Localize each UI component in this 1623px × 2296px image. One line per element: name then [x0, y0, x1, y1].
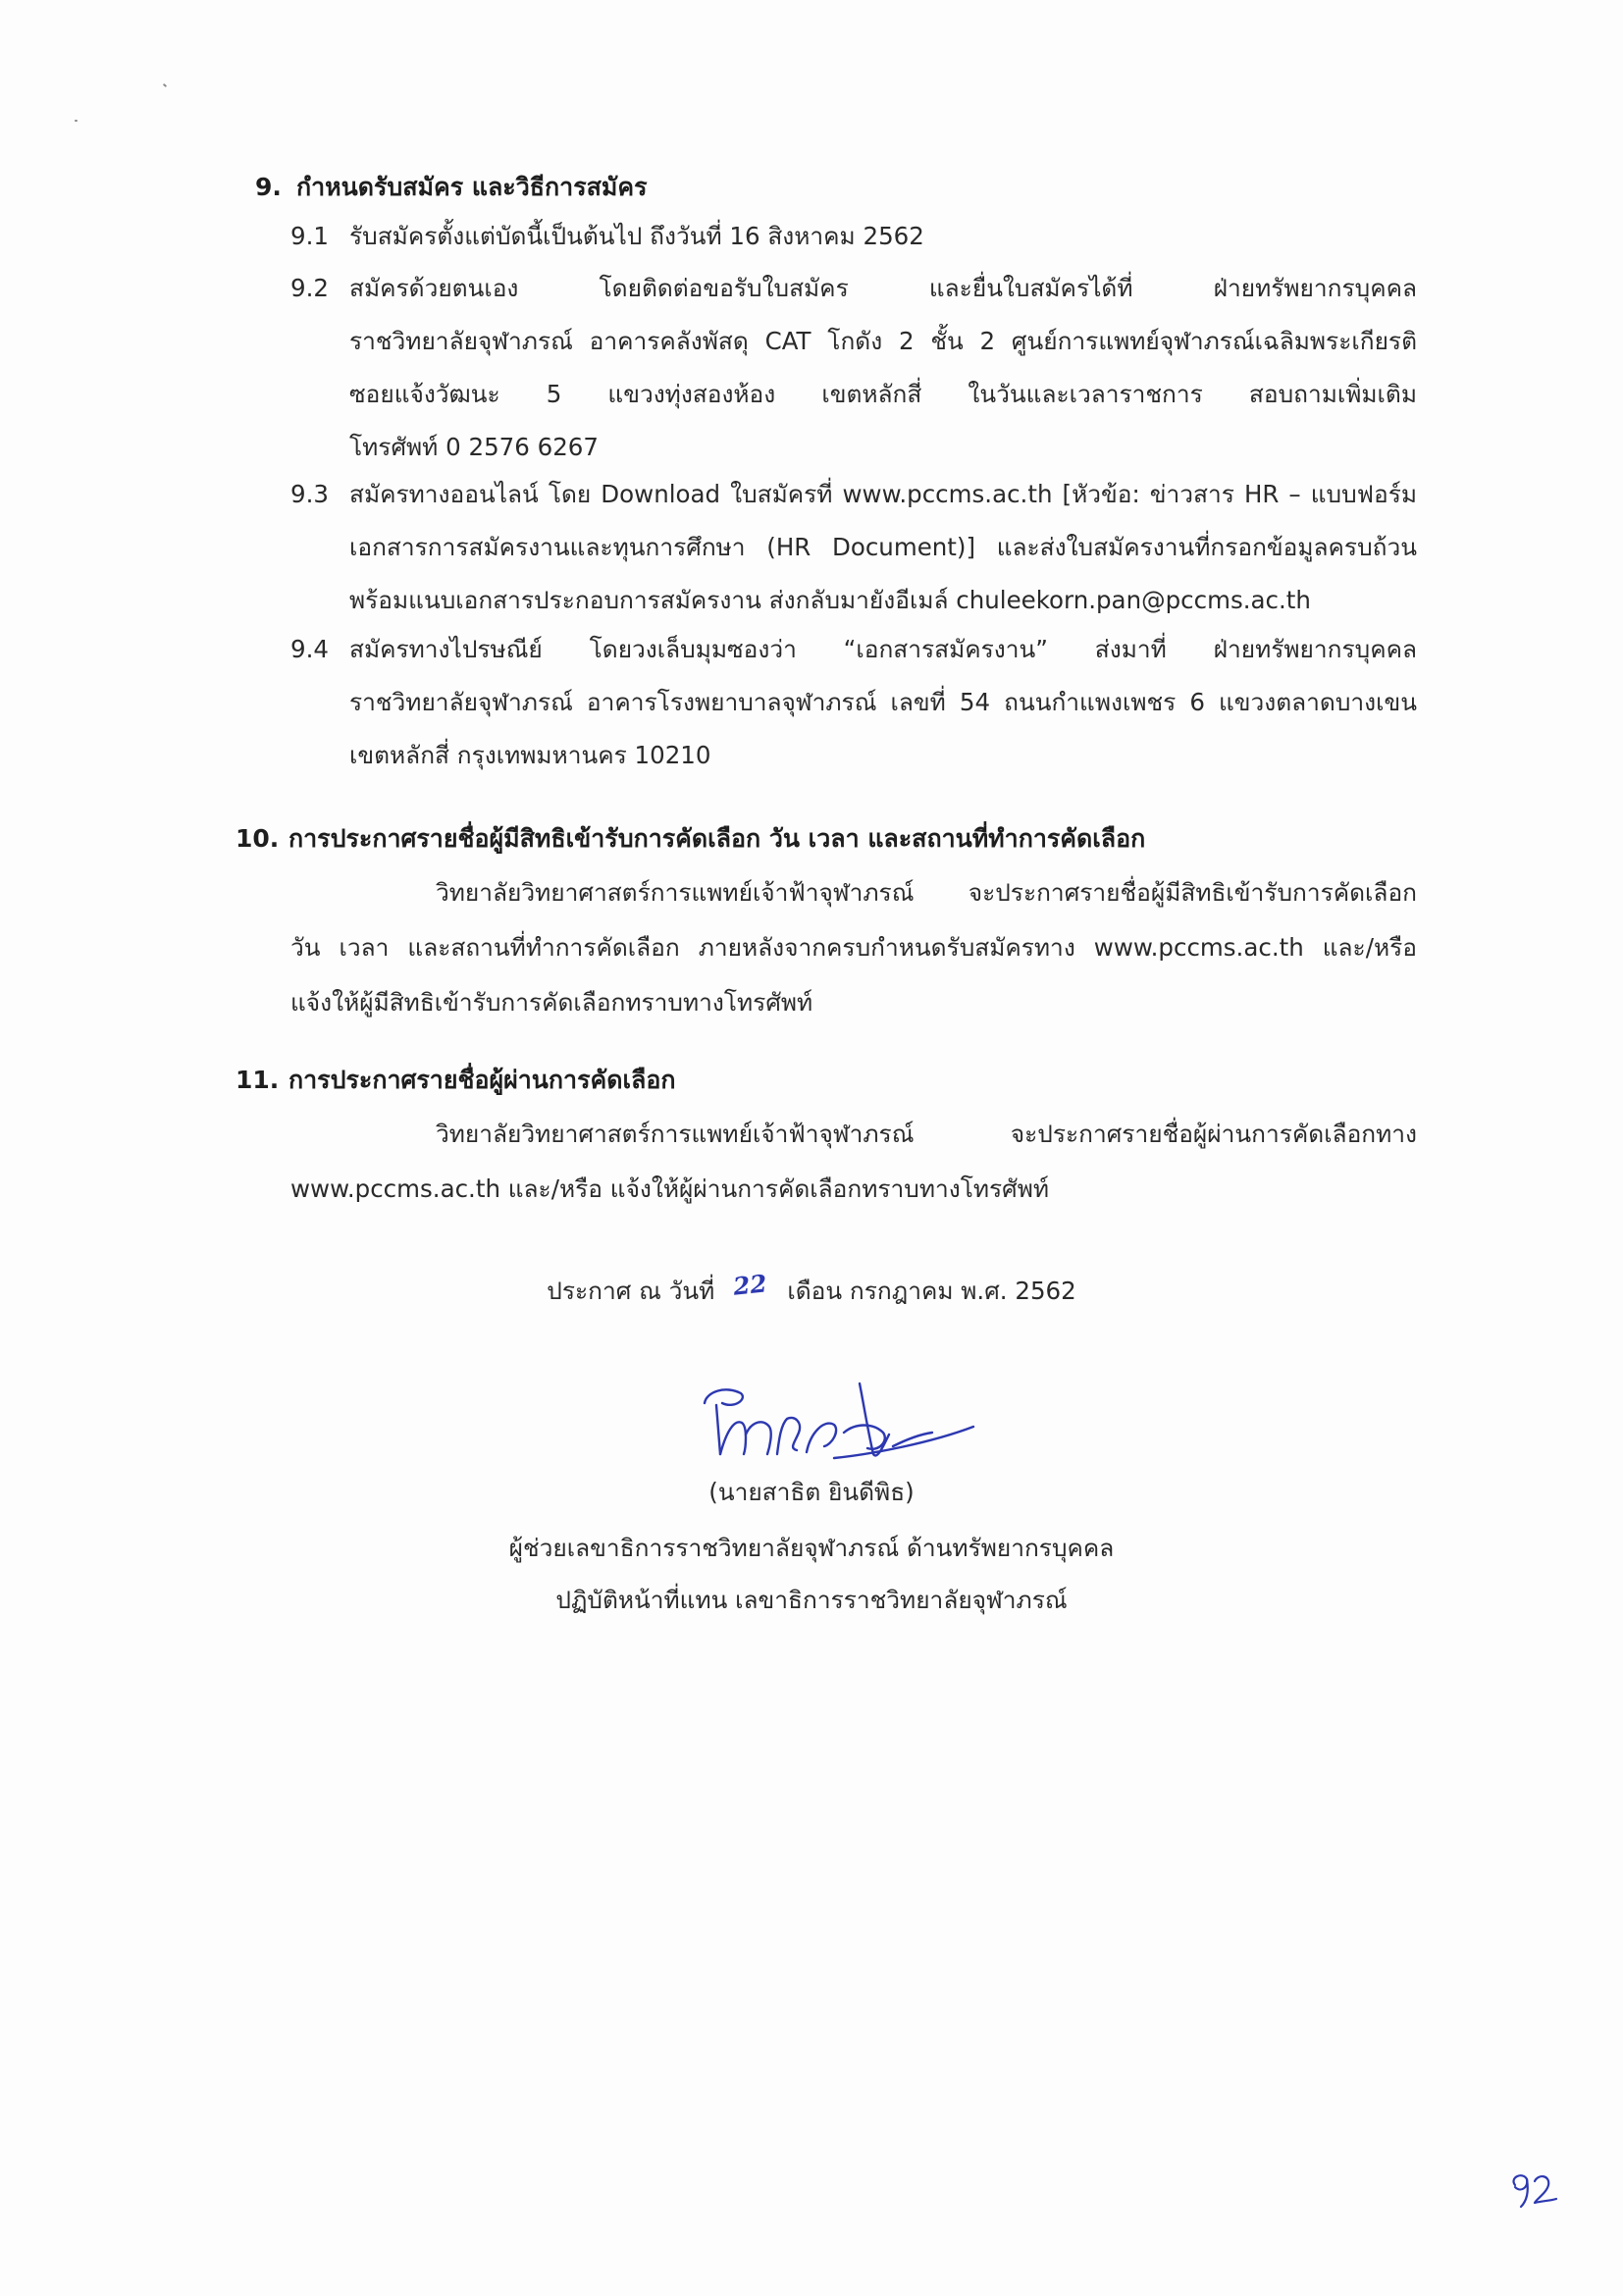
- paragraph-line: วิทยาลัยวิทยาศาสตร์การแพทย์เจ้าฟ้าจุฬาภรณ์ จะประกาศรายชื่อผู้ผ่านการคัดเลือกทาง: [436, 1120, 1417, 1148]
- announcement-date: [0, 1269, 1623, 1309]
- item-line: สมัครด้วยตนเอง โดยติดต่อขอรับใบสมัคร และยื่นใบสมัครได้ที่ ฝ่ายทรัพยากรบุคคล: [349, 274, 1417, 302]
- item-line: ราชวิทยาลัยจุฬาภรณ์ อาคารโรงพยาบาลจุฬาภรณ์ เลขที่ 54 ถนนกำแพงเพชร 6 แขวงตลาดบางเขน: [349, 688, 1417, 716]
- handwritten-day: 22: [732, 1269, 769, 1301]
- item-9-3: [290, 468, 1417, 627]
- item-9-4: [290, 623, 1417, 782]
- section-title: กำหนดรับสมัคร และวิธีการสมัคร: [296, 173, 648, 201]
- section-title: การประกาศรายชื่อผู้ผ่านการคัดเลือก: [288, 1066, 676, 1094]
- paragraph-line: วัน เวลา และสถานที่ทำการคัดเลือก ภายหลังจากครบกำหนดรับสมัครทาง www.pccms.ac.th และ/หรือ: [290, 933, 1417, 962]
- item-line: พร้อมแนบเอกสารประกอบการสมัครงาน ส่งกลับมายังอีเมล์ chuleekorn.pan@pccms.ac.th: [349, 586, 1311, 614]
- section-number: 11.: [236, 1066, 280, 1094]
- section-title: การประกาศรายชื่อผู้มีสิทธิเข้ารับการคัดเลือก วัน เวลา และสถานที่ทำการคัดเลือก: [288, 824, 1146, 853]
- item-number: 9.1: [290, 222, 329, 250]
- signatory-name: (นายสาธิต ยินดีพิธ): [708, 1478, 915, 1506]
- section-10-heading: [236, 822, 1145, 856]
- item-line: สมัครทางไปรษณีย์ โดยวงเล็บมุมซองว่า “เอกสารสมัครงาน” ส่งมาที่ ฝ่ายทรัพยากรบุคคล: [349, 635, 1417, 663]
- announcement-prefix: ประกาศ ณ วันที่: [547, 1277, 715, 1305]
- scan-speck: [163, 83, 167, 87]
- item-line: ราชวิทยาลัยจุฬาภรณ์ อาคารคลังพัสดุ CAT โกดัง 2 ชั้น 2 ศูนย์การแพทย์จุฬาภรณ์เฉลิมพระเกียรติ: [349, 327, 1417, 355]
- announcement-suffix: เดือน กรกฎาคม พ.ศ. 2562: [787, 1277, 1076, 1305]
- item-number: 9.3: [290, 480, 329, 508]
- signatory-position: ผู้ช่วยเลขาธิการราชวิทยาลัยจุฬาภรณ์ ด้านทรัพยากรบุคคล: [508, 1534, 1115, 1562]
- item-line: สมัครทางออนไลน์ โดย Download ใบสมัครที่ www.pccms.ac.th [หัวข้อ: ข่าวสาร HR – แบบฟอร์ม: [349, 480, 1417, 508]
- item-line: โทรศัพท์ 0 2576 6267: [349, 433, 599, 461]
- section-9-heading: [255, 171, 648, 204]
- paragraph-line: www.pccms.ac.th และ/หรือ แจ้งให้ผู้ผ่านการคัดเลือกทราบทางโทรศัพท์: [290, 1174, 1050, 1203]
- section-number: 10.: [236, 824, 280, 853]
- scan-speck: [75, 120, 78, 122]
- section-11-heading: [236, 1064, 675, 1097]
- paragraph-line: แจ้งให้ผู้มีสิทธิเข้ารับการคัดเลือกทราบทางโทรศัพท์: [290, 988, 813, 1017]
- item-line: รับสมัครตั้งแต่บัดนี้เป็นต้นไป ถึงวันที่ 16 สิงหาคม 2562: [349, 222, 924, 250]
- signatory-acting: ปฏิบัติหน้าที่แทน เลขาธิการราชวิทยาลัยจุฬาภรณ์: [555, 1586, 1068, 1614]
- handwritten-signature: [687, 1364, 981, 1472]
- section-10-body: [290, 865, 1417, 1030]
- item-number: 9.4: [290, 635, 329, 663]
- paragraph-line: วิทยาลัยวิทยาศาสตร์การแพทย์เจ้าฟ้าจุฬาภรณ์ จะประกาศรายชื่อผู้มีสิทธิเข้ารับการคัดเลือก: [436, 878, 1417, 907]
- handwritten-page-mark: [1501, 2164, 1560, 2213]
- section-number: 9.: [255, 173, 282, 201]
- item-line: เขตหลักสี่ กรุงเทพมหานคร 10210: [349, 741, 711, 769]
- item-line: เอกสารการสมัครงานและทุนการศึกษา (HR Document)] และส่งใบสมัครงานที่กรอกข้อมูลครบถ้วน: [349, 533, 1417, 561]
- section-11-body: [290, 1107, 1417, 1217]
- item-number: 9.2: [290, 274, 329, 302]
- item-9-2: [290, 262, 1417, 474]
- item-9-1: [290, 210, 1417, 263]
- item-line: ซอยแจ้งวัฒนะ 5 แขวงทุ่งสองห้อง เขตหลักสี่ ในวันและเวลาราชการ สอบถามเพิ่มเติม: [349, 380, 1417, 408]
